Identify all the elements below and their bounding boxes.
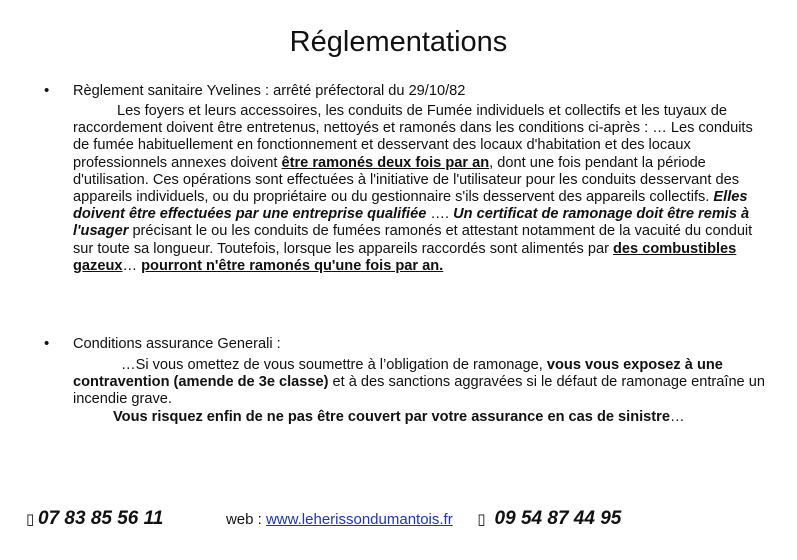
s2-text-5: … bbox=[669, 408, 685, 425]
s1-emph-certificate: Un certificat de ramonage doit être remis à l'usager bbox=[73, 206, 750, 240]
s1-text-1: Les foyers et leurs accessoires, les conduits de Fumée individuels et collectifs et les tuyaux de raccordement doivent être entretenus, nettoyés et ramonés dans les conditions ci-après : … Les conduits de fumée habituellement en fonctionnement et desservant des locaux d'habitation et des locaux professionnels annexes doivent bbox=[73, 103, 753, 171]
s2-emph-fine: vous vous exposez à une contravention (amende de 3e classe) bbox=[73, 357, 723, 391]
s1-text-9: … bbox=[122, 257, 142, 274]
s1-text-3: , dont une fois pendant la période d'utilisation. Ces opérations sont effectuées à l'initiative de l'utilisateur pour les conduits desservant des appareils individuels, ou du propriétaire ou du gestionnaire s'ils desservent des appareils collectifs. bbox=[73, 154, 739, 206]
s1-emph-gas: des combustibles gazeux bbox=[73, 240, 737, 274]
s2-text-3: et à des sanctions aggravées si le défaut de ramonage entraîne un incendie grave. bbox=[73, 374, 765, 408]
page-title: Réglementations bbox=[289, 26, 508, 58]
s2-emph-insurance: Vous risquez enfin de ne pas être couvert par votre assurance en cas de sinistre bbox=[113, 408, 670, 425]
s1-emph-qualified: Elles doivent être effectuées par une entreprise qualifiée bbox=[73, 189, 748, 223]
s2-text-1: …Si vous omettez de vous soumettre à l’obligation de ramonage, bbox=[121, 357, 547, 373]
s1-text-7: précisant le ou les conduits de fumées ramonés et attestant notamment de la vacuité du conduit sur toute sa longueur. Toutefois, lorsque les appareils raccordés sont alimentés par bbox=[73, 223, 753, 257]
bullet-2: • bbox=[44, 335, 50, 352]
phone-2[interactable] bbox=[477, 508, 621, 529]
s1-emph-twice-yearly: être ramonés deux fois par an bbox=[281, 154, 490, 171]
web-label: web : bbox=[225, 511, 266, 528]
phone-2-number: 09 54 87 44 95 bbox=[489, 508, 622, 529]
s1-text-5: …. bbox=[426, 206, 454, 223]
bullet-1: • bbox=[44, 82, 50, 99]
phone-icon: ▯ bbox=[26, 511, 35, 528]
section1-heading: Règlement sanitaire Yvelines : arrêté préfectoral du 29/10/82 bbox=[73, 83, 466, 99]
s1-emph-once-yearly: pourront n'être ramonés qu'une fois par an. bbox=[141, 257, 444, 274]
section1-paragraph bbox=[73, 103, 773, 275]
web-link[interactable]: www.leherissondumantois.fr bbox=[265, 511, 453, 528]
footer bbox=[26, 508, 786, 532]
web-section bbox=[226, 511, 453, 528]
phone-icon-2: ▯ bbox=[477, 511, 486, 528]
phone-1-number: 07 83 85 56 11 bbox=[38, 508, 164, 529]
section2-heading: Conditions assurance Generali : bbox=[73, 336, 281, 352]
section2-paragraph bbox=[73, 357, 773, 426]
phone-1[interactable] bbox=[26, 508, 163, 529]
